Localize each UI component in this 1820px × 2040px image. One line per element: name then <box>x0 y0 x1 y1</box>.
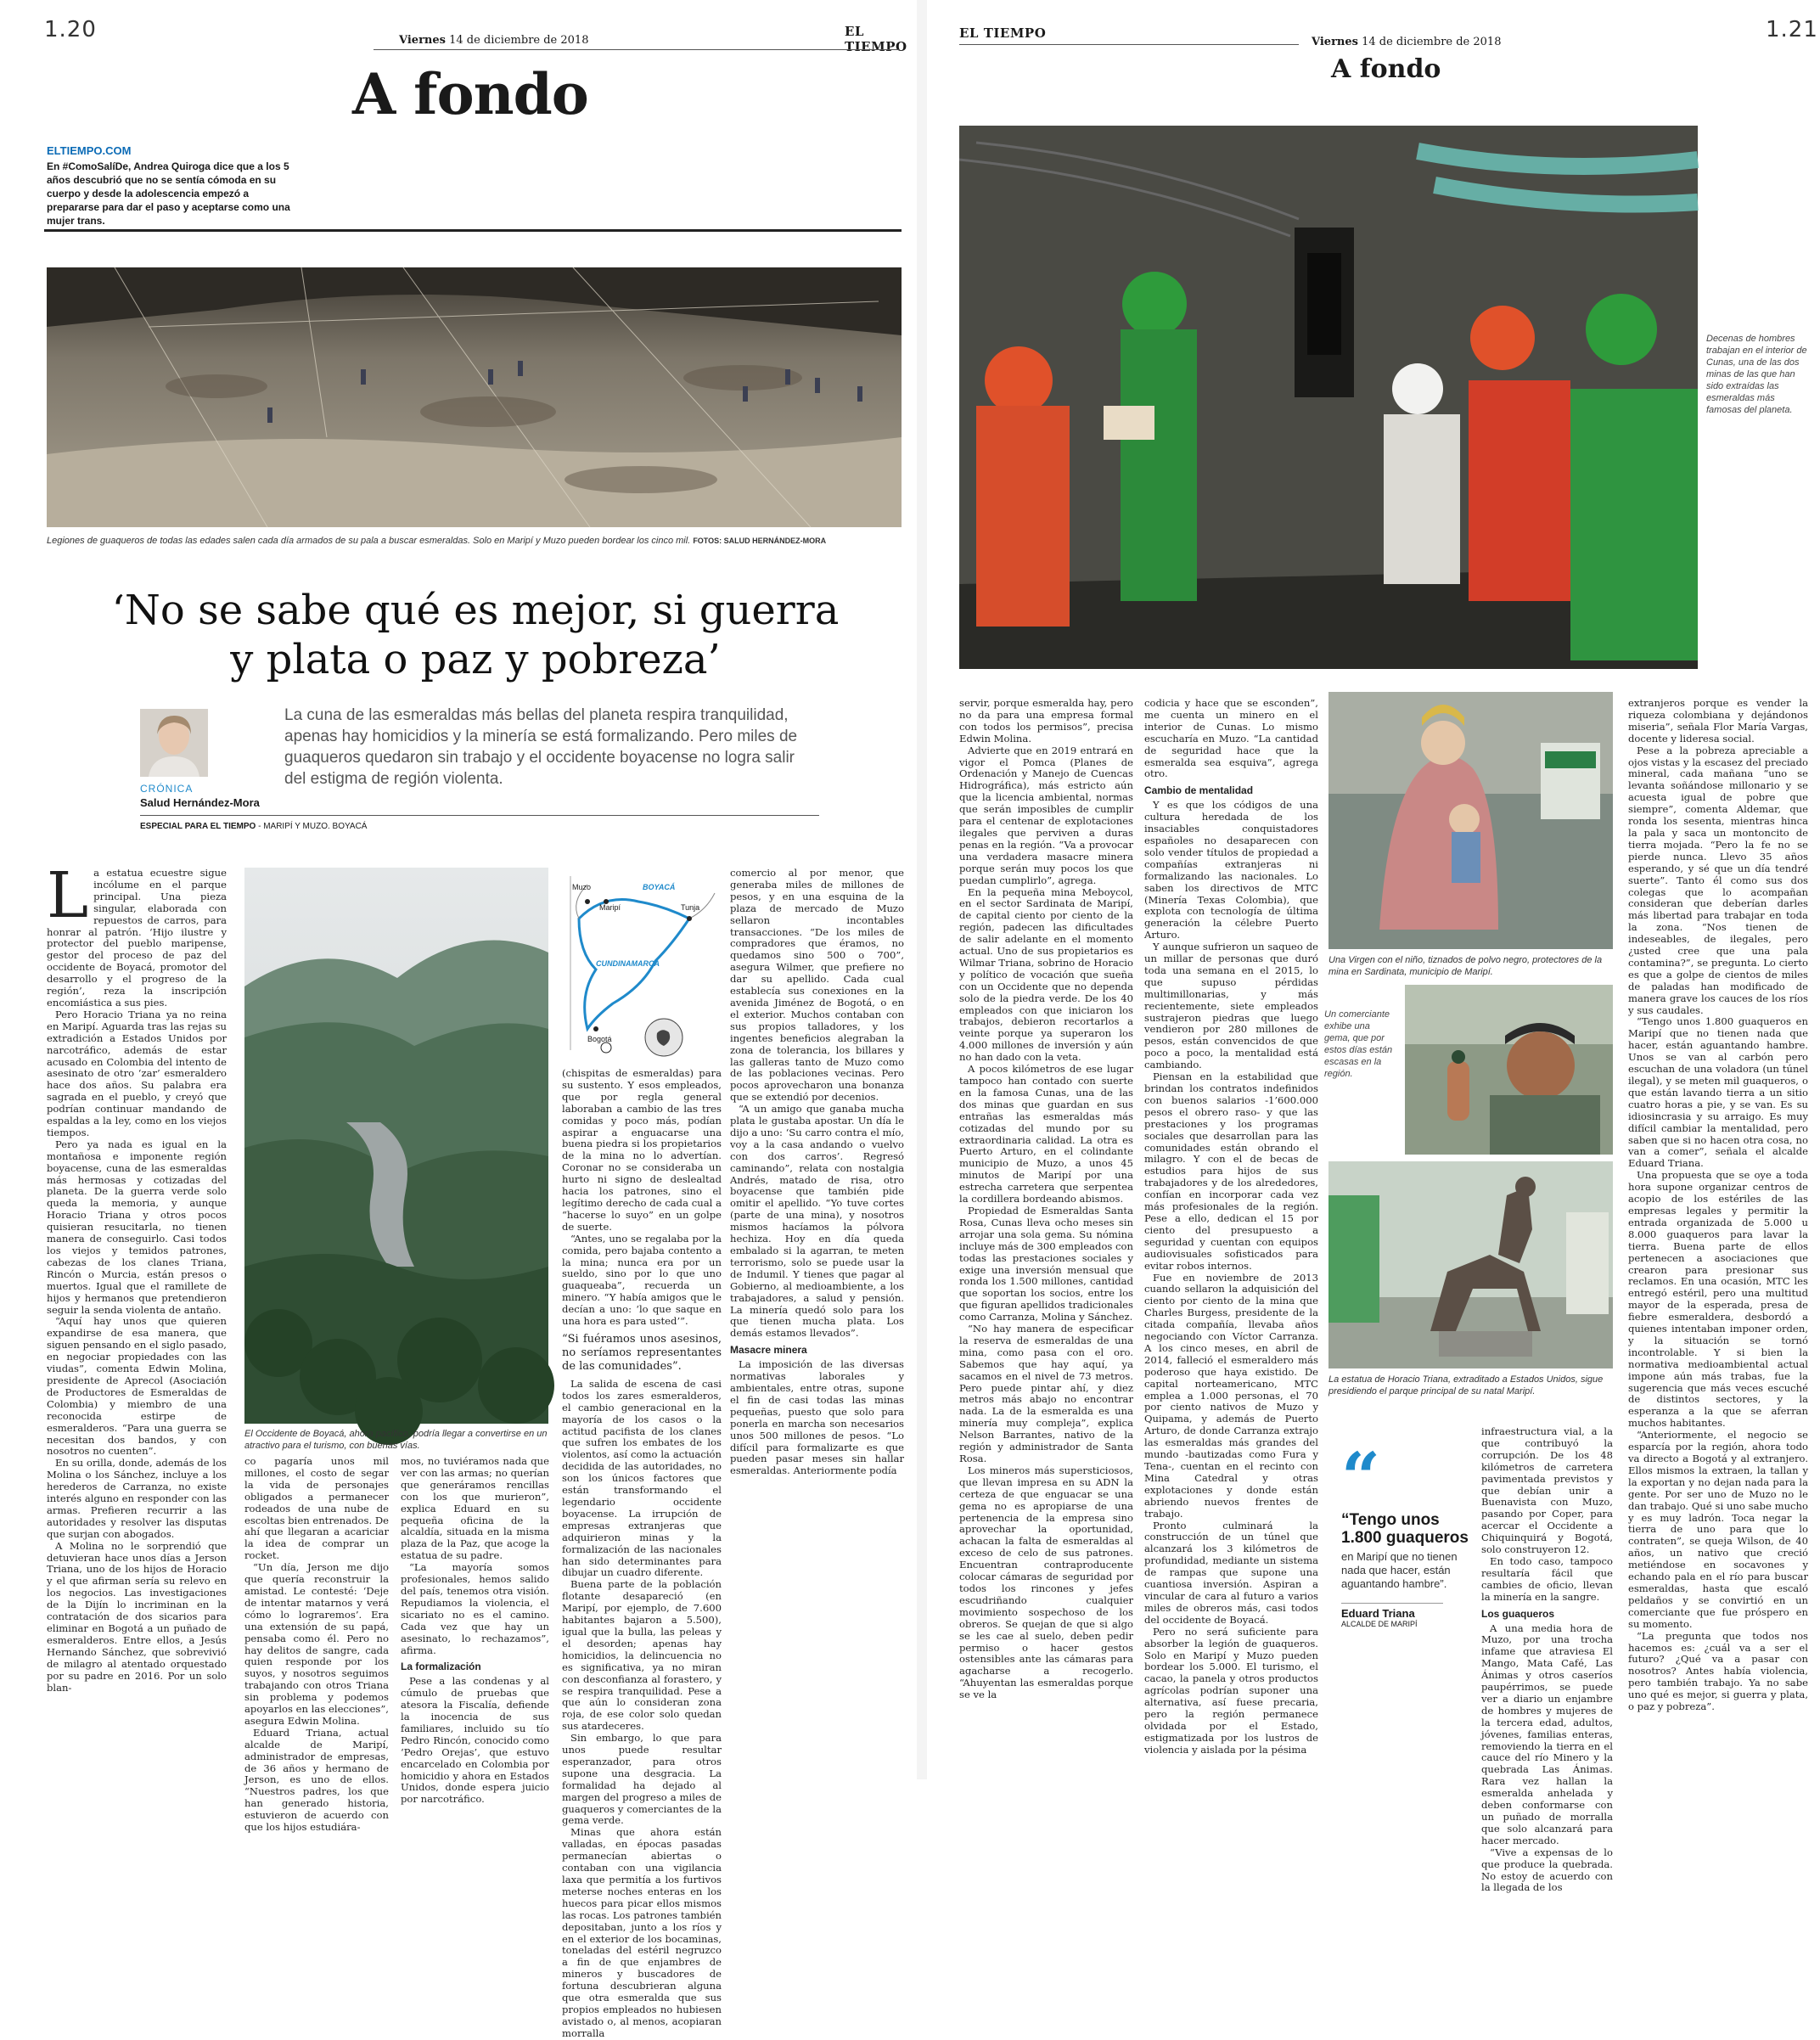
headline: ‘No se sabe qué es mejor, si guerra y plata o paz y pobreza’ <box>111 587 840 683</box>
section-title: A fondo <box>1331 54 1441 84</box>
header-rule <box>959 44 1299 45</box>
dateline: ESPECIAL PARA EL TIEMPO - MARIPÍ Y MUZO. BOYACÁ <box>140 822 368 831</box>
virgin-photo <box>1328 692 1613 949</box>
map-region-boyaca: BOYACÁ <box>643 883 676 891</box>
region-map <box>562 868 719 1059</box>
mine-caption: Decenas de hombres trabajan en el interior de Cunas, una de las dos minas de las que han sido extraídas las esmeraldas más famosas del planeta. <box>1706 334 1807 415</box>
quote-text: “Tengo unos 1.800 guaqueros <box>1341 1511 1469 1547</box>
article-column-3: mos, no tuviéramos nada que ver con las armas; no querían que generáramos rencillas con los que murieron”, explica Eduard en su pequeña oficina de la alcaldía, situada en la misma plaza de la Paz, que acoge la estatua de su padre. “La mayoría somos profesionales, hemos salido del país, tenemos otra visión. Repudiamos la violencia, el sicariato no es el camino. Cada vez que hay un asesinato, lo rechazamos”, afirma. La formalización Pese a las condenas y al cúmulo de pruebas que atesora la Fiscalía, defiende la inocencia de sus familiares, incluido su tío Pedro Rincón, conocido como ‘Pedro Orejas’, que estuvo encarcelado en Colombia por homicidio y ahora en Estados Unidos, donde espera juicio por narcotráfico. <box>401 1455 549 1806</box>
pull-quote-box <box>1341 1437 1477 1628</box>
author-avatar <box>140 709 208 777</box>
kicker-cronica: CRÓNICA <box>140 783 194 795</box>
quote-role: ALCALDE DE MARIPÍ <box>1341 1620 1418 1628</box>
page-number: 1.21 <box>1766 17 1818 42</box>
pull-quote: “Si fuéramos unos asesinos, no seríamos representantes de las comunidades”. <box>562 1332 722 1373</box>
article-column-1: L a estatua ecuestre sigue incólume en el parque principal. Una pieza singular, elaborada con repuestos de carros, para honrar al patrón. ‘Hijo ilustre y protector del pueblo maripense, gestor del proceso de paz del occidente de Boyacá, promotor del desarrollo y el progreso de la región’, reza la inscripción encomiástica a sus pies. Pero Horacio Triana ya no reina en Maripí. Aguarda tras las rejas su extradición a Estados Unidos por narcotráfico, además de estar acusado en Colombia del intento de asesinato de otro ‘zar’ esmeraldero hace dos años. Su palabra era sagrada en el pueblo, y creyó que podrían continuar mandando de espaldas a la ley, como en los viejos tiempos. Pero ya nada es igual en la montañosa e imponente región boyacense, cuna de las esmeraldas más hermosas y cotizadas del planeta. De la guerra verde solo queda la memoria, y aunque Horacio Triana y otros pocos quisieran resucitarla, no tienen manera de conseguirlo. Casi todos los viejos y temidos patrones, cabezas de los clanes Triana, Rincón o Murcia, están presos o muertos. Igual que el ramillete de hijos y hermanos que pretendieron seguir la senda violenta de antaño. “Aquí hay unos que quieren expandirse de esa manera, que siguen pensando en el siglo pasado, en negociar propiedades con las viudas”, comenta Edwin Molina, presidente de Aprecol (Asociación de Productores de Esmeraldas de Colombia) y miembro de una reconocida estirpe de esmeralderos. “Para una guerra se necesitan dos bandos, y con nosotros no cuenten”. En su orilla, donde, además de los Molina o los Sánchez, incluye a los herederos de Carranza, no existe interés alguno en responder con las armas. Prefieren recurrir a las autoridades y resolver las disputas que surjan con abogados. A Molina no le sorprendió que detuvieran hace unos días a Jerson Triana, uno de los hijos de Horacio y el que afirman sería su relevo en los negocios. Las investigaciones de la Dijín lo incriminan en la contratación de dos sicarios para eliminar en Bogotá a un puñado de esmeralderos. Entre ellos, a Jesús Hernando Sánchez, que sobrevivió de milagro al atentado orquestado por su padre en 2016. Por un solo blan- <box>47 859 227 1694</box>
article-column-8: infraestructura vial, a la que contribuyó la corrupción. De los 48 kilómetros de carretera pavimentada previstos y que debían unir a Buenavista con Muzo, pasando por Coper, para acercar el Occidente a Chiquinquirá y Bogotá, solo construyeron 12. En todo caso, tampoco resultaría fácil que cambies de oficio, llevan la minería en la sangre. Los guaqueros A una media hora de Muzo, por una trocha infame que atraviesa El Mango, Mata Café, Las Ánimas y otros caseríos paupérrimos, se puede ver a diario un enjambre de hombres y mujeres de la tercera edad, adultos, jóvenes, familias enteras, removiendo la tierra en el cauce del río Minero y la quebrada Las Ánimas. Rara vez hallan la esmeralda anhelada y deben conformarse con un puñado de morralla que solo alcanzará para hacer mercado. “Vive a expensas de lo que produce la quebrada. No estoy de acuerdo con la llegada de los <box>1481 1425 1613 1894</box>
map-label-bogota: Bogotá <box>587 1035 612 1043</box>
quote-rule <box>1341 1603 1443 1604</box>
merchant-photo <box>1405 985 1613 1155</box>
mine-photo <box>959 126 1698 669</box>
issue-date: Viernes 14 de diciembre de 2018 <box>399 34 589 47</box>
article-column-7: codicia y hace que se esconden”, me cuenta un minero en el interior de Cunas. Lo mismo escucharía en Muzo. “La cantidad de seguridad hace que la esmeralda sea esquiva”, agrega otro. Cambio de mentalidad Y es que los códigos de una cultura heredada de los insaciables conquistadores españoles no desaparecen con solo vender títulos de propiedad a compañías extranjeras ni formalizando las nacionales. Lo saben los directivos de MTC (Minería Texas Colombia), que explota con tecnología de última generación la célebre Puerto Arturo. Y aunque sufrieron un saqueo de un millar de personas que duró toda una semana en el 2015, lo que supuso pérdidas multimillonarias, y más recientemente, siete empleados sustrajeron piedras que luego vendieron por 280 millones de pesos, están convencidos de que poco a poco, la mentalidad está cambiando. Piensan en la estabilidad que brindan los contratos indefinidos con buenos salarios -1’600.000 pesos el obrero raso- y que las prestaciones y los programas sociales que desarrollan para las comunidades están obrando el milagro. Y con el de becas de estudios para hijos de sus trabajadores y de los alrededores, confían en incorporar cada vez más profesionales de la región. Pese a ello, dedican el 15 por ciento del presupuesto a seguridad y cuentan con equipos audiovisuales sofisticados para evitar robos internos. Fue en noviembre de 2013 cuando sellaron la adquisición del ciento por ciento de la mina que Charles Burgess, presidente de la citada compañía, llevaba años negociando con Víctor Carranza. A los cinco meses, en abril de 2014, falleció el esmeraldero más poderoso que haya existido. De capital norteamericano, MTC emplea a 1.000 personas, el 70 por ciento nativos de Muzo y Quipama, y además de Puerto Arturo, de donde Carranza extrajo las esmeraldas más grandes del mundo -bautizadas como Fura y Tena-, cuentan en el recinto con Mina Catedral y otras explotaciones y donde están abriendo nuevos frentes de trabajo. Pronto culminará la construcción de un túnel que alcanzará los 3 kilómetros de profundidad, mediante un sistema de rampas que supone una cuantiosa inversión. Aspiran a vincular de cara al futuro a varios miles de obreros más, casi todos del occidente de Boyacá. Pero no será suficiente para absorber la legión de guaqueros. Solo en Maripí y Muzo pueden bordear los 5.000. El turismo, el cacao, la panela y otros productos agrícolas podrían suponer una alternativa, así fuese precaria, pero la región permanece olvidada por el Estado, estigmatizada por los lustros de violencia y aislada por la pésima <box>1144 697 1318 1756</box>
quote-sub: en Maripí que no tienen nada que hacer, están aguantando hambre”. <box>1341 1550 1458 1590</box>
dropcap: L <box>47 859 89 932</box>
guaqueros-photo <box>47 267 902 527</box>
brand-name: EL TIEMPO <box>959 25 1047 41</box>
issue-date: Viernes 14 de diciembre de 2018 <box>1312 36 1502 48</box>
left-page <box>0 0 910 2039</box>
virgin-caption: Una Virgen con el niño, tiznados de polvo negro, protectores de la mina en Sardinata, municipio de Maripí. <box>1328 955 1603 977</box>
map-label-tunja: Tunja <box>681 903 700 912</box>
quote-name: Eduard Triana <box>1341 1607 1415 1620</box>
subhead-masacre: Masacre minera <box>730 1344 807 1357</box>
article-column-5: comercio al por menor, que generaba miles de millones de pesos, y en una esquina de la plaza de mercado de Muzo sellaron incontables transacciones. “De los miles de compradores que éramos, no quedamos sino 500 o 700”, asegura Wilmer, que prefiere no dar su apellido. Cada cual establecía sus conexiones en la avenida Jiménez de Bogotá, o en el exterior. Muchos contaban con sus propios talladores, y los ingentes beneficios alegraban la zona de tolerancia, los billares y las galleras tanto de Muzo como de las poblaciones vecinas. Pero pocos aprovecharon una bonanza que se extendió por decenios. “A un amigo que ganaba mucha plata le gustaba apostar. Un día le dijo a uno: ‘Su carro contra el mío, voy a la casa andando o vuelvo con dos carros’. Regresó caminando”, relata con nostalgia Andrés, matado de risa, otro boyacense que también pide omitir el apellido. “Yo tuve cortes (parte de una mina), y nosotros mismos hacíamos la pólvora hechiza. Hoy en día queda embalado si la agarran, te meten terrorismo, solo se puede usar la de Indumil. Y tienes que pagar al Gobierno, al medioambiente, a los trabajadores, a salud y pensión. La minería quedó solo para los que tienen mucha plata. Los demás estamos llevados”. Masacre minera La imposición de las diversas normativas laborales y ambientales, entre otras, supone el fin de casi todas las minas pequeñas, puesto que solo para ponerla en marcha son necesarios unos 500 millones de pesos. “Lo difícil para formalizarte es que pueden pasar meses sin hallar esmeraldas. Anteriormente podía <box>730 867 904 1477</box>
map-label-muzo: Muzo <box>572 883 592 891</box>
page-gutter <box>917 0 927 1779</box>
promo-text: En #ComoSalíDe, Andrea Quiroga dice que a los 5 años descubrió que no se sentía cómoda en su cuerpo y desde la adolescencia empezó a prepararse para dar el paso y aceptarse como una mujer trans. <box>47 160 290 227</box>
lede: La cuna de las esmeraldas más bellas del planeta respira tranquilidad, apenas hay homicidios y la minería se está formalizando. Pero miles de guaqueros quedaron sin trabajo y el occidente boyacense no logra salir del estigma de región violenta. <box>284 706 798 788</box>
lede-rule <box>140 815 819 816</box>
article-column-4: (chispitas de esmeraldas) para su sustento. Y esos empleados, que por regla general laboraban a cambio de las tres comidas y poco más, podían aspirar a enguacarse una buena piedra si los propietarios de la mina no lo advertían. Coronar no se consideraba un hurto ni signo de deslealtad hacia los patrones, sino el legítimo derecho de cada cual a “hacerse lo suyo” en un golpe de suerte. “Antes, uno se regalaba por la comida, pero bajaba contento a la mina; nunca era por un sueldo, sino por lo que uno guaqueaba”, recuerda un minero. “Y había amigos que le decían a uno: ‘lo que saque en una hora es para usted’”. “Si fuéramos unos asesinos, no seríamos representantes de las comunidades”. La salida de escena de casi todos los zares esmeralderos, el cambio generacional en la mayoría de los casos o la actitud pacifista de los clanes que sufren los embates de los violentos, así como la actuación decidida de las autoridades, no son los únicos factores que están transformando el legendario occidente boyacense. La irrupción de empresas extranjeras que adquirieron minas y la formalización de las nacionales han sido determinantes para dibujar un cuadro diferente. Buena parte de la población flotante desapareció (en Maripí, por ejemplo, de 7.600 habitantes bajaron a 5.500), igual que la bulla, las peleas y el desorden; apenas hay homicidios, la delincuencia no es significativa, ya no miran con desconfianza al forastero, y se respira tranquilidad. Pese a que aún lo consideran zona roja, de ese color solo quedan sus atardeceres. Sin embargo, lo que para unos puede resultar esperanzador, para otros supone una desgracia. La formalidad ha dejado al margen del progreso a miles de guaqueros y comerciantes de la gema verde. Minas que ahora están valladas, en épocas pasadas permanecían abiertas o contaban con una vigilancia laxa que permitía a los furtivos meterse noches enteras en los huecos para picar ellos mismos las rocas. Los patrones también depositaban, junto a los ríos y en el exterior de los bocaminas, toneladas del estéril negruzco a fin de que enjambres de mineros y buscadores de fortuna descubrieran alguna que otra esmeralda que sus propios empleados no hubiesen avistado o, al menos, acopiaran morralla <box>562 1067 722 2039</box>
map-region-cundinamarca: CUNDINAMARCA <box>596 959 660 968</box>
right-page <box>934 0 1820 1894</box>
subhead-guaqueros: Los guaqueros <box>1481 1607 1555 1620</box>
section-title: A fondo <box>352 61 588 127</box>
author-name: Salud Hernández-Mora <box>140 796 260 809</box>
article-column-9: extranjeros porque es vender la riqueza colombiana y dejándonos miseria”, señala Flor María Vargas, docente y lideresa social. Pese a la pobreza apreciable a ojos vistas y la escasez del preciado mineral, cada mañana “uno se levanta soñándose millonario y se acuesta igual de pobre que siempre”, comenta Aldemar, que ronda los sesenta, mientras hinca la pala y saca un montoncito de tierra mojada. “Pero la fe no se pierde nunca. Llevo 35 años esperando, y sé que un día tendré suerte”. Tanto él como sus dos colegas que lo acompañan consideran que deberían darles más libertad para trabajar en toda la zona. “Nos tienen de indeseables, de ilegales, pero ¿usted cree que una pala contamina?”, se pregunta. Lo cierto es que a golpe de cientos de miles de paladas han modificado de manera grave los cauces de los ríos y sus caudales. “Tengo unos 1.800 guaqueros en Maripí que no tienen nada que hacer, están aguantando hambre. Unos se van al carbón pero escuchan de una voladora (un túnel ilegal), y se meten mil guaqueros, o que están lavando tierra a un sitio cuatro horas a pie, y se van. Es su idiosincrasia y su arraigo. Es muy difícil cambiar la mentalidad, pero saben que si no hacen otra cosa, no van a comer”, señala el alcalde Eduard Triana. Una propuesta que se oye a toda hora supone organizar centros de acopio de los estériles de las empresas legales y permitir la entrada organizada de 5.000 u 8.000 guaqueros para lavar la tierra. Buena parte de ellos pertenecen a asociaciones que crearon para presionar sus reclamos. En una ocasión, MTC les entregó estéril, pero una multitud mayor de la esperada, presa de fiebre esmeraldera, desbordó a quienes intentaban imponer orden, y la situación se tornó incontrolable. Y si bien la normativa medioambiental actual impone aún más trabas, fue la sugerencia que más veces escuché de distintos sectores, y la esperanza a la que se aferran muchos habitantes. “Anteriormente, el negocio se esparcía por la región, ahora todo va directo a Bogotá y al extranjero. Ellos mismos la extraen, la tallan y la exportan y no dejan nada para la gente. Por ser uno de Muzo no le dan trabajo. Qué si uno sabe mucho y es muy ladrón. Toca negar la tierra de uno para que lo contraten”, se queja Wilson, de 40 años, un nativo que creció metiéndose en socavones y echando pala en el río para buscar esmeraldas, hasta que escaló peldaños y se convirtió en un comerciante que fue próspero en su momento. “La pregunta que todos nos hacemos es: ¿cuál va a ser el futuro? ¿Qué va a pasar con nosotros? Antes había violencia, pero también trabajo. Ya no sabe uno qué es mejor, si guerra y plata, o paz y pobreza”. <box>1628 697 1808 1713</box>
header-rule <box>374 49 900 50</box>
article-column-2: co pagaría unos mil millones, el costo de segar la vida de personajes obligados a permanecer rodeados de una nube de escoltas bien entrenados. De ahí que llegaran a acariciar la idea de comprar un rocket. “Un día, Jerson me dijo que quería reconstruir la amistad. Le contesté: ‘Deje de intentar matarnos y verá cómo lo lograremos’. Era una extensión de su papá, pensaba como él. Pero no hay delitos de sangre, cada quien responde por los suyos, y nosotros seguimos trabajando con otros Triana sin problema y podemos apoyarlos en las elecciones”, asegura Edwin Molina. Eduard Triana, actual alcalde de Maripí, administrador de empresas, de 36 años y hermano de Jerson, es uno de ellos. “Nuestros padres, los que han generado historia, estuvieron de acuerdo con que los hijos estudiára- <box>244 1455 389 1834</box>
promo-rule <box>44 229 902 232</box>
statue-photo <box>1328 1161 1613 1368</box>
valley-photo <box>244 868 548 1424</box>
brand-name: EL TIEMPO <box>845 24 907 54</box>
page-number: 1.20 <box>44 17 97 42</box>
promo-tag[interactable]: ELTIEMPO.COM <box>47 144 132 157</box>
quote-mark-icon: “ <box>1341 1437 1381 1517</box>
subhead-mentalidad: Cambio de mentalidad <box>1144 784 1254 797</box>
article-column-6: servir, porque esmeralda hay, pero no da para una empresa formal con todos los permisos”, precisa Edwin Molina. Advierte que en 2019 entrará en vigor el Pomca (Planes de Ordenación y Manejo de Cuencas Hidrográfica), más estricto aún que la licencia ambiental, normas que serán imposibles de cumplir para el centenar de explotaciones ilegales que perviven a duras penas en la región. “Va a provocar una verdadera masacre minera porque serán muy pocos los que puedan cumplirlo”, agrega. En la pequeña mina Meboycol, en el sector Sardinata de Maripí, de capital ciento por ciento de la región, padecen las dificultades de salir adelante en el momento actual. Uno de sus propietarios es Wilmar Triana, sobrino de Horacio y político de vocación que sueña con un Occidente que no dependa solo de la piedra verde. De los 40 empleados con que iniciaron los trabajos, debieron recortarlos a veinte porque ya superaron los 4.000 millones de inversión y aún no han dado con la veta. A pocos kilómetros de ese lugar tampoco han contado con suerte en la famosa Cunas, una de las dos minas que guardan en sus entrañas las esmeraldas más cotizadas del mundo por su extraordinaria calidad. La otra es Puerto Arturo, en el colindante municipio de Muzo, a unos 45 minutos de Maripí por una estrecha carretera que serpentea la cordillera bordeando abismos. Propiedad de Esmeraldas Santa Rosa, Cunas lleva ocho meses sin arrojar una sola gema. Su nómina incluye más de 300 empleados con todas las prestaciones sociales y exige una inversión mensual que ronda los 1.500 millones, cantidad que soportan los socios, entre los que figuran apellidos tradicionales como Carranza, Molina y Sánchez. “No hay manera de especificar la reserva de esmeraldas de una mina, como pasa con el oro. Sabemos que hay aquí, ya sacamos en el nivel de 73 metros. Pero puede pintar ahí, y diez metros más abajo no encontrar nada. La de la esmeralda es una minería muy compleja”, explica Nelson Barrantes, nativo de la región y administrador de Santa Rosa. Los mineros más supersticiosos, que llevan impresa en su ADN la certeza de que enguacar se una gema no es apropiarse de una pertenencia de la empresa sino aprovechar la oportunidad, achacan la falta de esmeraldas al exceso de celo de sus patrones. Encuentran contraproducente colocar cámaras de seguridad por todos los rincones y jefes escudriñando cualquier movimiento sospechoso de los obreros. Se quejan de que si algo se les cae al suelo, deben pedir permiso o hacer gestos ostensibles ante las cámaras para agacharse a recogerlo. “Ahuyentan las esmeraldas porque se ve la <box>959 697 1133 1701</box>
subhead-formalizacion: La formalización <box>401 1661 481 1673</box>
merchant-caption: Un comerciante exhibe una gema, que por estos días están escasas en la región. <box>1324 1009 1393 1079</box>
valley-caption: El Occidente de Boyacá, ahora pacífico, podría llegar a convertirse en un atractivo para el turismo, con buenas vías. <box>244 1429 548 1451</box>
statue-caption: La estatua de Horacio Triana, extraditado a Estados Unidos, sigue presidiendo el parque principal de su natal Maripí. <box>1328 1374 1604 1397</box>
top-photo-caption: Legiones de guaqueros de todas las edades salen cada día armados de su pala a buscar esmeraldas. Solo en Maripí y Muzo pueden bordear los cinco mil. FOTOS: SALUD HERNÁNDEZ-MORA <box>47 536 827 546</box>
map-label-maripi: Maripí <box>599 903 621 912</box>
